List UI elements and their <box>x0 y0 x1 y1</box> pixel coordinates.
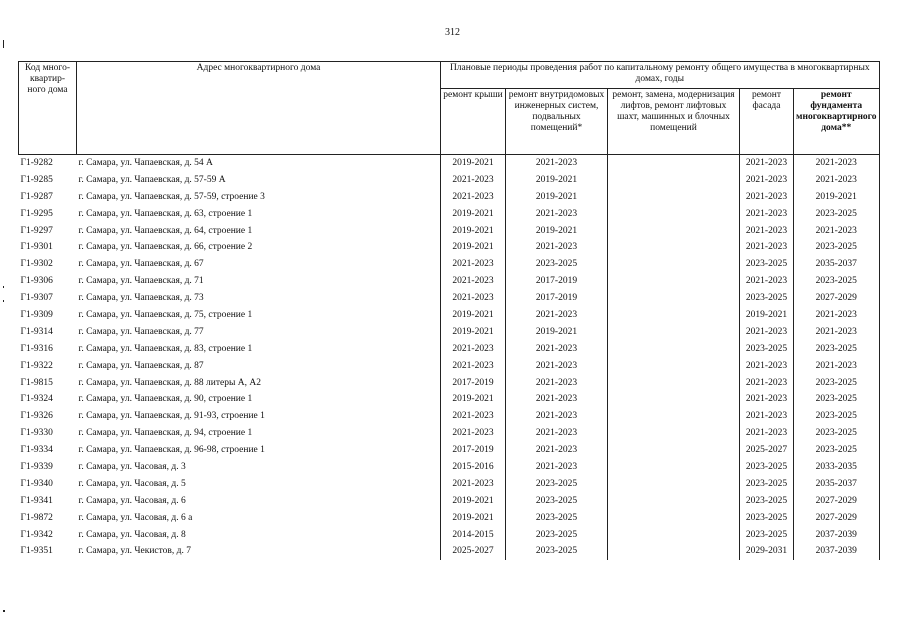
cell-facade: 2021-2023 <box>740 155 794 172</box>
cell-facade: 2019-2021 <box>740 307 794 324</box>
cell-code: Г1-9334 <box>20 445 53 456</box>
cell-foundation: 2019-2021 <box>794 189 880 206</box>
cell-roof: 2019-2021 <box>441 391 506 408</box>
cell-foundation: 2027-2029 <box>794 510 880 527</box>
cell-address: г. Самара, ул. Чапаевская, д. 90, строение 1 <box>78 394 253 405</box>
cell-engineering: 2021-2023 <box>506 459 608 476</box>
table-row <box>19 239 880 256</box>
cell-engineering: 2023-2025 <box>506 543 608 560</box>
cell-engineering: 2021-2023 <box>506 442 608 459</box>
page-number: 312 <box>445 27 460 38</box>
cell-facade: 2021-2023 <box>740 324 794 341</box>
cell-elevators <box>608 223 740 240</box>
cell-code: Г1-9301 <box>20 242 53 253</box>
cell-engineering: 2021-2023 <box>506 155 608 172</box>
cell-engineering: 2019-2021 <box>506 223 608 240</box>
cell-elevators <box>608 358 740 375</box>
cell-foundation: 2035-2037 <box>794 256 880 273</box>
cell-engineering: 2023-2025 <box>506 527 608 544</box>
cell-facade: 2021-2023 <box>740 375 794 392</box>
header-code: Код много-квартир-ного дома <box>19 62 77 155</box>
header-engineering: ремонт внутридомовых инженерных систем, подвальных помещений* <box>506 89 608 155</box>
cell-foundation: 2021-2023 <box>794 358 880 375</box>
cell-roof: 2015-2016 <box>441 459 506 476</box>
header-elevators: ремонт, замена, модернизация лифтов, ремонт лифтовых шахт, машинных и блочных помещений <box>608 89 740 155</box>
cell-address: г. Самара, ул. Чапаевская, д. 66, строение 2 <box>78 242 253 253</box>
cell-roof: 2019-2021 <box>441 307 506 324</box>
cell-address: г. Самара, ул. Часовая, д. 5 <box>78 478 186 489</box>
cell-address: г. Самара, ул. Чапаевская, д. 75, строение 1 <box>78 309 253 320</box>
table-row <box>19 358 880 375</box>
cell-facade: 2021-2023 <box>740 189 794 206</box>
cell-address: г. Самара, ул. Чапаевская, д. 88 литеры А, А2 <box>78 377 261 388</box>
cell-roof: 2019-2021 <box>441 239 506 256</box>
cell-code: Г1-9287 <box>20 191 53 202</box>
cell-roof: 2021-2023 <box>441 476 506 493</box>
table-row <box>19 341 880 358</box>
cell-elevators <box>608 459 740 476</box>
cell-roof: 2021-2023 <box>441 273 506 290</box>
table-body <box>19 155 880 561</box>
header-address: Адрес многоквартирного дома <box>77 62 441 155</box>
cell-facade: 2029-2031 <box>740 543 794 560</box>
cell-foundation: 2021-2023 <box>794 223 880 240</box>
table-row <box>19 223 880 240</box>
table-row <box>19 324 880 341</box>
cell-elevators <box>608 543 740 560</box>
cell-code: Г1-9309 <box>20 309 53 320</box>
header-facade: ремонт фасада <box>740 89 794 155</box>
cell-engineering: 2017-2019 <box>506 273 608 290</box>
cell-elevators <box>608 172 740 189</box>
cell-facade: 2021-2023 <box>740 425 794 442</box>
cell-elevators <box>608 290 740 307</box>
cell-address: г. Самара, ул. Часовая, д. 8 <box>78 529 186 540</box>
cell-engineering: 2021-2023 <box>506 408 608 425</box>
table-row <box>19 391 880 408</box>
cell-roof: 2021-2023 <box>441 189 506 206</box>
cell-elevators <box>608 510 740 527</box>
cell-foundation: 2037-2039 <box>794 543 880 560</box>
table-row <box>19 290 880 307</box>
cell-elevators <box>608 307 740 324</box>
scan-margin-mark <box>3 40 4 48</box>
table-row <box>19 273 880 290</box>
table-row <box>19 527 880 544</box>
cell-facade: 2023-2025 <box>740 527 794 544</box>
table-row <box>19 543 880 560</box>
cell-roof: 2021-2023 <box>441 290 506 307</box>
cell-address: г. Самара, ул. Чапаевская, д. 77 <box>78 326 204 337</box>
cell-engineering: 2021-2023 <box>506 239 608 256</box>
cell-foundation: 2023-2025 <box>794 391 880 408</box>
cell-roof: 2019-2021 <box>441 510 506 527</box>
cell-foundation: 2023-2025 <box>794 442 880 459</box>
cell-facade: 2025-2027 <box>740 442 794 459</box>
scan-margin-mark <box>3 610 5 612</box>
cell-elevators <box>608 341 740 358</box>
cell-address: г. Самара, ул. Чапаевская, д. 57-59, строение 3 <box>78 191 265 202</box>
cell-address: г. Самара, ул. Чапаевская, д. 83, строение 1 <box>78 343 253 354</box>
table-row <box>19 256 880 273</box>
cell-code: Г1-9285 <box>20 174 53 185</box>
cell-facade: 2023-2025 <box>740 493 794 510</box>
cell-facade: 2023-2025 <box>740 290 794 307</box>
cell-elevators <box>608 493 740 510</box>
cell-elevators <box>608 476 740 493</box>
cell-address: г. Самара, ул. Чекистов, д. 7 <box>78 546 191 557</box>
cell-engineering: 2019-2021 <box>506 324 608 341</box>
cell-foundation: 2023-2025 <box>794 425 880 442</box>
cell-roof: 2021-2023 <box>441 341 506 358</box>
cell-foundation: 2027-2029 <box>794 493 880 510</box>
cell-engineering: 2021-2023 <box>506 206 608 223</box>
cell-elevators <box>608 206 740 223</box>
cell-engineering: 2023-2025 <box>506 493 608 510</box>
cell-foundation: 2021-2023 <box>794 155 880 172</box>
cell-engineering: 2021-2023 <box>506 341 608 358</box>
cell-address: г. Самара, ул. Чапаевская, д. 67 <box>78 259 204 270</box>
cell-code: Г1-9302 <box>20 259 53 270</box>
cell-facade: 2023-2025 <box>740 256 794 273</box>
cell-code: Г1-9316 <box>20 343 53 354</box>
cell-engineering: 2021-2023 <box>506 307 608 324</box>
table-row <box>19 155 880 172</box>
cell-elevators <box>608 324 740 341</box>
header-roof: ремонт крыши <box>441 89 506 155</box>
cell-address: г. Самара, ул. Чапаевская, д. 57-59 А <box>78 174 226 185</box>
table-row <box>19 442 880 459</box>
table-row <box>19 493 880 510</box>
cell-code: Г1-9341 <box>20 495 53 506</box>
header-foundation: ремонт фундамента многоквартирного дома** <box>794 89 880 155</box>
cell-foundation: 2021-2023 <box>794 172 880 189</box>
cell-facade: 2021-2023 <box>740 391 794 408</box>
cell-engineering: 2023-2025 <box>506 510 608 527</box>
cell-foundation: 2023-2025 <box>794 375 880 392</box>
cell-foundation: 2027-2029 <box>794 290 880 307</box>
cell-facade: 2023-2025 <box>740 341 794 358</box>
cell-foundation: 2037-2039 <box>794 527 880 544</box>
cell-engineering: 2017-2019 <box>506 290 608 307</box>
cell-code: Г1-9282 <box>20 157 53 168</box>
cell-engineering: 2021-2023 <box>506 375 608 392</box>
cell-elevators <box>608 442 740 459</box>
cell-foundation: 2035-2037 <box>794 476 880 493</box>
cell-roof: 2019-2021 <box>441 324 506 341</box>
cell-roof: 2019-2021 <box>441 155 506 172</box>
table-row <box>19 425 880 442</box>
cell-elevators <box>608 425 740 442</box>
cell-engineering: 2023-2025 <box>506 476 608 493</box>
cell-foundation: 2023-2025 <box>794 341 880 358</box>
cell-facade: 2021-2023 <box>740 206 794 223</box>
repair-schedule-table <box>18 61 880 560</box>
cell-address: г. Самара, ул. Чапаевская, д. 91-93, строение 1 <box>78 411 265 422</box>
cell-code: Г1-9330 <box>20 428 53 439</box>
cell-foundation: 2021-2023 <box>794 307 880 324</box>
cell-elevators <box>608 155 740 172</box>
table-row <box>19 408 880 425</box>
cell-engineering: 2023-2025 <box>506 256 608 273</box>
cell-address: г. Самара, ул. Чапаевская, д. 71 <box>78 276 204 287</box>
cell-roof: 2021-2023 <box>441 408 506 425</box>
cell-address: г. Самара, ул. Чапаевская, д. 54 А <box>78 157 213 168</box>
cell-roof: 2017-2019 <box>441 375 506 392</box>
cell-code: Г1-9339 <box>20 461 53 472</box>
cell-facade: 2021-2023 <box>740 358 794 375</box>
scan-margin-mark <box>3 300 4 302</box>
cell-roof: 2021-2023 <box>441 256 506 273</box>
cell-address: г. Самара, ул. Чапаевская, д. 94, строение 1 <box>78 428 253 439</box>
cell-elevators <box>608 256 740 273</box>
cell-code: Г1-9340 <box>20 478 53 489</box>
cell-engineering: 2021-2023 <box>506 425 608 442</box>
cell-elevators <box>608 189 740 206</box>
cell-elevators <box>608 391 740 408</box>
cell-address: г. Самара, ул. Часовая, д. 6 <box>78 495 186 506</box>
cell-code: Г1-9342 <box>20 529 53 540</box>
header-group-title: Плановые периоды проведения работ по капитальному ремонту общего имущества в многоквартирных домах, годы <box>441 62 880 89</box>
cell-roof: 2025-2027 <box>441 543 506 560</box>
table-row <box>19 189 880 206</box>
cell-engineering: 2019-2021 <box>506 189 608 206</box>
table-row <box>19 510 880 527</box>
cell-roof: 2019-2021 <box>441 206 506 223</box>
cell-facade: 2021-2023 <box>740 172 794 189</box>
cell-code: Г1-9351 <box>20 546 53 557</box>
table-row <box>19 375 880 392</box>
table-row <box>19 459 880 476</box>
cell-facade: 2021-2023 <box>740 273 794 290</box>
cell-address: г. Самара, ул. Чапаевская, д. 64, строение 1 <box>78 225 253 236</box>
table-row <box>19 206 880 223</box>
table-row <box>19 172 880 189</box>
cell-code: Г1-9872 <box>20 512 53 523</box>
cell-elevators <box>608 239 740 256</box>
cell-engineering: 2021-2023 <box>506 391 608 408</box>
table-row <box>19 307 880 324</box>
cell-roof: 2017-2019 <box>441 442 506 459</box>
cell-code: Г1-9815 <box>20 377 53 388</box>
cell-roof: 2021-2023 <box>441 425 506 442</box>
cell-code: Г1-9322 <box>20 360 53 371</box>
cell-facade: 2023-2025 <box>740 476 794 493</box>
cell-roof: 2021-2023 <box>441 358 506 375</box>
cell-code: Г1-9295 <box>20 208 53 219</box>
cell-code: Г1-9326 <box>20 411 53 422</box>
cell-code: Г1-9306 <box>20 276 53 287</box>
cell-elevators <box>608 375 740 392</box>
cell-address: г. Самара, ул. Чапаевская, д. 73 <box>78 293 204 304</box>
cell-elevators <box>608 527 740 544</box>
cell-address: г. Самара, ул. Часовая, д. 6 а <box>78 512 193 523</box>
cell-code: Г1-9314 <box>20 326 53 337</box>
cell-elevators <box>608 273 740 290</box>
cell-address: г. Самара, ул. Часовая, д. 3 <box>78 461 186 472</box>
cell-elevators <box>608 408 740 425</box>
cell-code: Г1-9307 <box>20 293 53 304</box>
cell-foundation: 2023-2025 <box>794 273 880 290</box>
cell-address: г. Самара, ул. Чапаевская, д. 87 <box>78 360 204 371</box>
cell-foundation: 2021-2023 <box>794 324 880 341</box>
cell-roof: 2014-2015 <box>441 527 506 544</box>
cell-roof: 2019-2021 <box>441 493 506 510</box>
cell-facade: 2021-2023 <box>740 408 794 425</box>
cell-engineering: 2019-2021 <box>506 172 608 189</box>
cell-address: г. Самара, ул. Чапаевская, д. 63, строение 1 <box>78 208 253 219</box>
cell-code: Г1-9324 <box>20 394 53 405</box>
cell-foundation: 2023-2025 <box>794 408 880 425</box>
cell-address: г. Самара, ул. Чапаевская, д. 96-98, строение 1 <box>78 445 265 456</box>
cell-roof: 2021-2023 <box>441 172 506 189</box>
cell-foundation: 2033-2035 <box>794 459 880 476</box>
cell-facade: 2023-2025 <box>740 510 794 527</box>
cell-code: Г1-9297 <box>20 225 53 236</box>
cell-facade: 2021-2023 <box>740 223 794 240</box>
cell-facade: 2021-2023 <box>740 239 794 256</box>
cell-roof: 2019-2021 <box>441 223 506 240</box>
cell-foundation: 2023-2025 <box>794 206 880 223</box>
cell-engineering: 2021-2023 <box>506 358 608 375</box>
scan-margin-mark <box>3 286 4 288</box>
cell-facade: 2023-2025 <box>740 459 794 476</box>
table-row <box>19 476 880 493</box>
cell-foundation: 2023-2025 <box>794 239 880 256</box>
